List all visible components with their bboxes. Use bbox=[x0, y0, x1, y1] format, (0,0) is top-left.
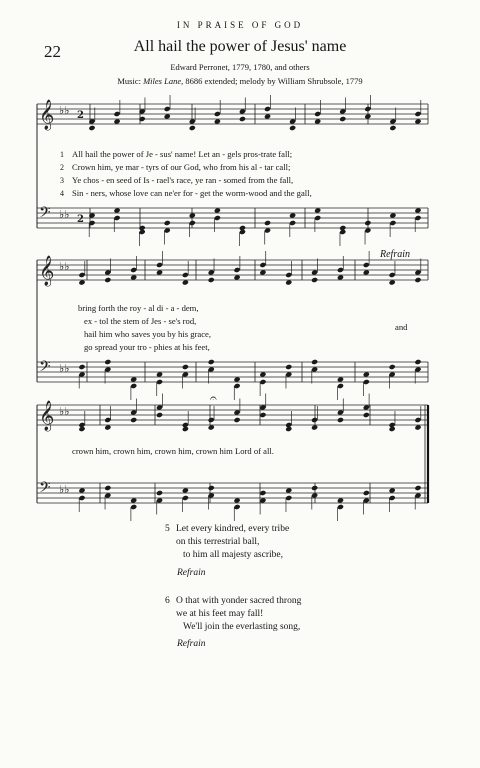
note-head bbox=[364, 220, 371, 226]
note-head bbox=[208, 277, 215, 283]
key-signature-icon: ♭♭ bbox=[59, 483, 70, 496]
note-head bbox=[156, 412, 163, 418]
time-signature: 2 bbox=[77, 214, 84, 225]
lyric-line: go spread your tro - phies at his feet, bbox=[84, 342, 210, 352]
note-head bbox=[389, 364, 396, 370]
note-head bbox=[156, 490, 163, 496]
note-head bbox=[414, 485, 421, 491]
key-signature-icon: ♭♭ bbox=[59, 362, 70, 375]
note-head bbox=[414, 359, 421, 365]
note-head bbox=[164, 220, 171, 226]
lyric-line: All hail the power of Je - sus' name! Let an - gels pros-trate fall; bbox=[72, 149, 293, 159]
note-head bbox=[104, 277, 111, 283]
note-head bbox=[389, 426, 396, 432]
refrain-cue: Refrain bbox=[177, 639, 206, 649]
note-head bbox=[182, 426, 189, 432]
bass-clef-icon: 𝄢 bbox=[39, 204, 51, 225]
key-signature-icon: ♭♭ bbox=[59, 104, 70, 117]
key-signature-icon: ♭♭ bbox=[59, 260, 70, 273]
note-head bbox=[208, 359, 215, 365]
note-head bbox=[189, 125, 196, 131]
note-head bbox=[259, 490, 266, 496]
fermata-icon: 𝄐 bbox=[210, 391, 217, 405]
key-signature-icon: ♭♭ bbox=[59, 208, 70, 221]
stanza-line: we at his feet may fall! bbox=[176, 609, 264, 619]
stanza-line: O that with yonder sacred throng bbox=[176, 596, 302, 606]
stanza-line: We'll join the everlasting song, bbox=[183, 622, 301, 632]
key-signature-icon: ♭♭ bbox=[59, 405, 70, 418]
note-head bbox=[130, 417, 137, 423]
note-head bbox=[337, 417, 344, 423]
stanza-line: to him all majesty ascribe, bbox=[183, 550, 283, 560]
verse-number: 2 bbox=[60, 163, 64, 172]
treble-clef-icon: 𝄞 bbox=[39, 100, 55, 130]
note-head bbox=[259, 412, 266, 418]
lyric-and: and bbox=[395, 322, 408, 332]
note-head bbox=[264, 220, 271, 226]
time-signature: 2 bbox=[77, 110, 84, 121]
stanza-line: on this terrestrial ball, bbox=[176, 537, 260, 547]
note-head bbox=[414, 277, 421, 283]
bass-clef-icon: 𝄢 bbox=[39, 358, 51, 379]
hymn-title: All hail the power of Jesus' name bbox=[133, 38, 347, 55]
lyric-line: Crown him, ye mar - tyrs of our God, who from his al - tar call; bbox=[72, 162, 291, 172]
note-head bbox=[289, 125, 296, 131]
refrain-cue: Refrain bbox=[177, 568, 206, 578]
hymn-number: 22 bbox=[44, 42, 61, 61]
note-head bbox=[311, 485, 318, 491]
note-head bbox=[182, 364, 189, 370]
verse-number: 3 bbox=[60, 176, 64, 185]
music-credit-suffix: , 8686 extended; melody by William Shrubsole, 1779 bbox=[181, 76, 363, 86]
lyric-line: hail him who saves you by his grace, bbox=[84, 329, 211, 339]
note-head bbox=[339, 116, 346, 122]
stanza-number: 5 bbox=[165, 524, 170, 534]
running-head: IN PRAISE OF GOD bbox=[176, 20, 304, 30]
note-head bbox=[208, 485, 215, 491]
lyric-line: Sin - ners, whose love can ne'er for - get the worm-wood and the gall, bbox=[72, 188, 312, 198]
note-head bbox=[363, 412, 370, 418]
stanza-number: 6 bbox=[165, 596, 170, 606]
verse-number: 4 bbox=[60, 189, 64, 198]
music-credit-prefix: Music: bbox=[117, 76, 144, 86]
note-head bbox=[389, 125, 396, 131]
note-head bbox=[104, 359, 111, 365]
lyric-line: crown him, crown him, crown him, crown him Lord of all. bbox=[72, 446, 274, 456]
note-head bbox=[239, 116, 246, 122]
note-head bbox=[311, 277, 318, 283]
note-head bbox=[363, 490, 370, 496]
note-head bbox=[285, 426, 292, 432]
note-head bbox=[78, 364, 85, 370]
words-credit: Edward Perronet, 1779, 1780, and others bbox=[170, 62, 310, 72]
lyric-line: Ye chos - en seed of Is - rael's race, ye ran - somed from the fall, bbox=[72, 175, 294, 185]
note-head bbox=[234, 417, 241, 423]
lyric-line: bring forth the roy - al di - a - dem, bbox=[78, 303, 199, 313]
note-head bbox=[104, 485, 111, 491]
lyric-line: ex - tol the stem of Jes - se's rod, bbox=[84, 316, 197, 326]
note-head bbox=[311, 359, 318, 365]
note-head bbox=[78, 426, 85, 432]
stanza-line: Let every kindred, every tribe bbox=[176, 524, 290, 534]
verse-number: 1 bbox=[60, 150, 64, 159]
note-head bbox=[88, 125, 95, 131]
bass-clef-icon: 𝄢 bbox=[39, 479, 51, 500]
tune-name: Miles Lane bbox=[143, 76, 182, 86]
refrain-marker: Refrain bbox=[380, 249, 410, 260]
note-head bbox=[285, 364, 292, 370]
treble-clef-icon: 𝄞 bbox=[39, 401, 55, 431]
treble-clef-icon: 𝄞 bbox=[39, 256, 55, 286]
